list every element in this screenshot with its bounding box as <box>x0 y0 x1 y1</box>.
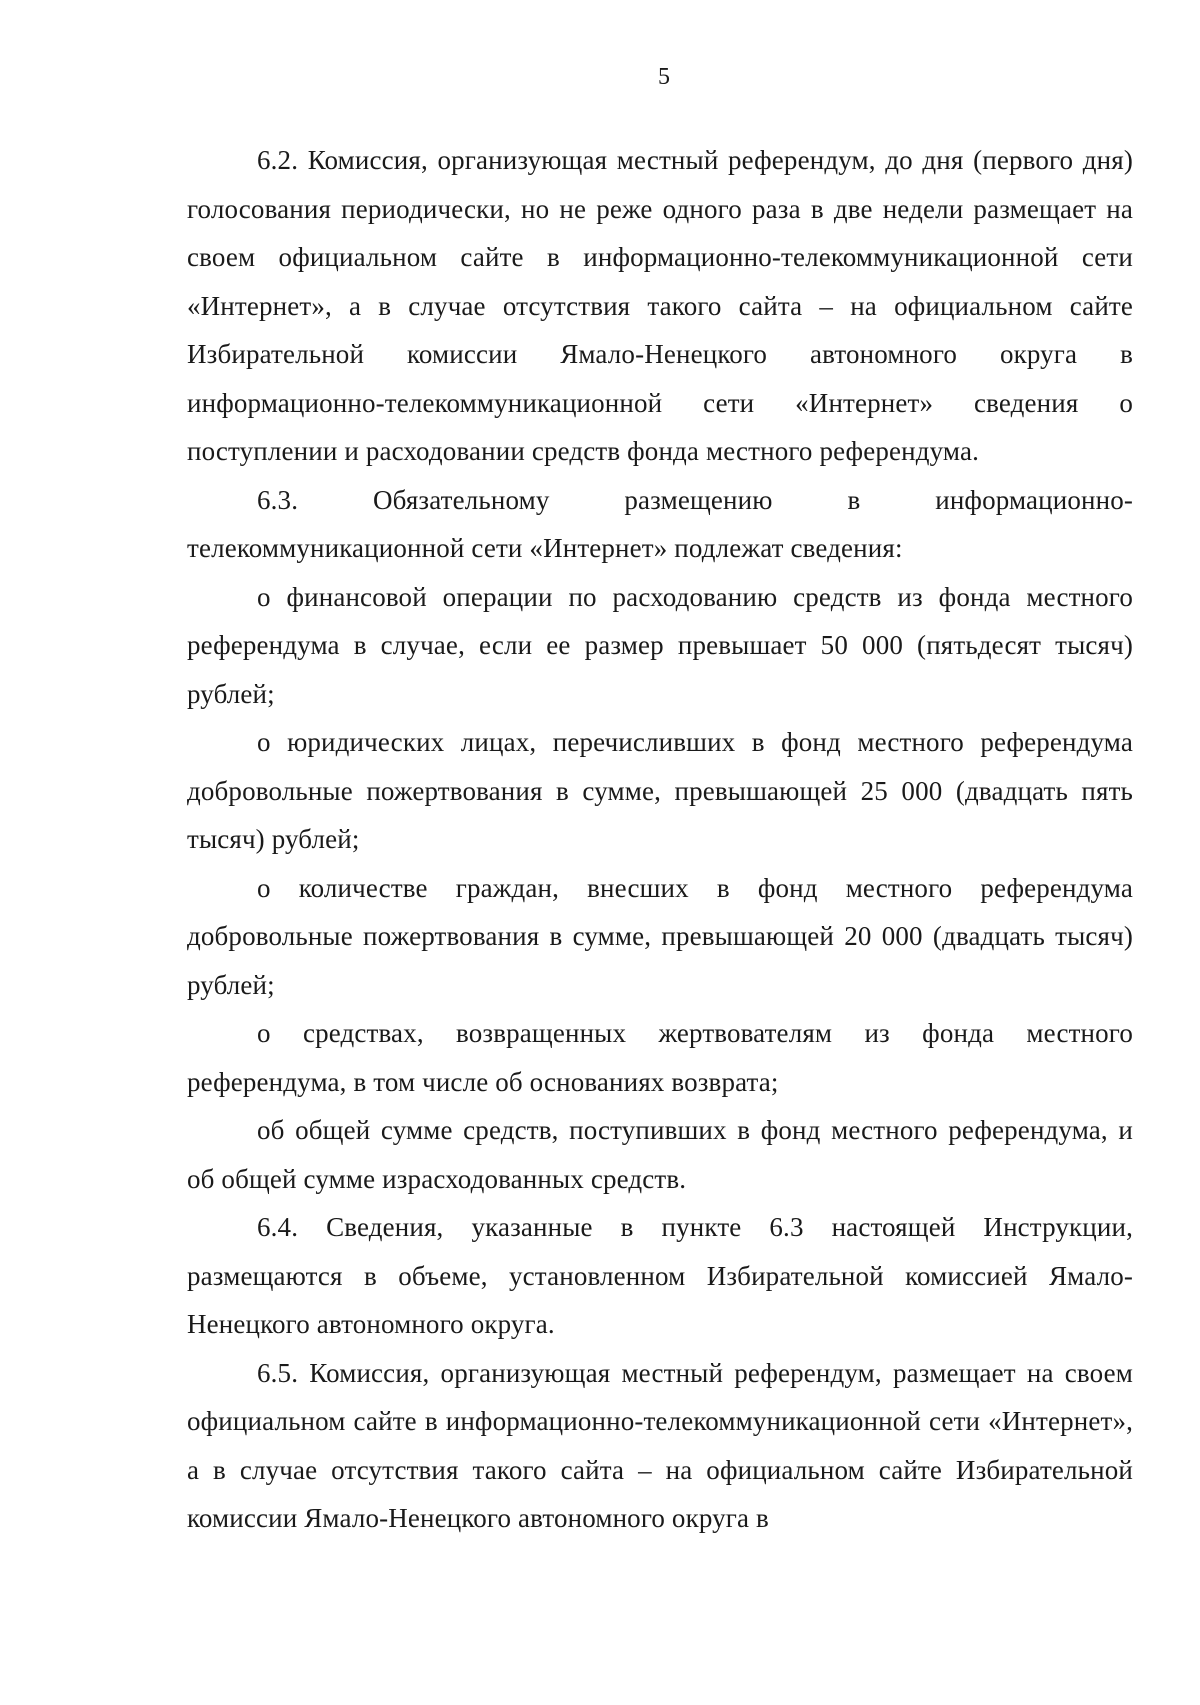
paragraph-6-4: 6.4. Сведения, указанные в пункте 6.3 настоящей Инструкции, размещаются в объеме, установленном Избирательной комиссией Ямало-Ненецкого автономного округа. <box>187 1212 1133 1339</box>
document-body <box>187 136 1133 1543</box>
list-item-financial-operation: о финансовой операции по расходованию средств из фонда местного референдума в случае, если ее размер превышает 50 000 (пятьдесят тысяч) рублей; <box>187 581 1133 709</box>
paragraph-6-3: 6.3. Обязательному размещению в информационно-телекоммуникационной сети «Интернет» подлежат сведения: <box>187 484 1133 563</box>
list-item-legal-entities: о юридических лицах, перечисливших в фонд местного референдума добровольные пожертвования в сумме, превышающей 25 000 (двадцать пять тысяч) рублей; <box>187 727 1133 854</box>
list-item-total-sums: об общей сумме средств, поступивших в фонд местного референдума, и об общей сумме израсходованных средств. <box>187 1115 1133 1194</box>
paragraph-6-2: 6.2. Комиссия, организующая местный референдум, до дня (первого дня) голосования периодически, но не реже одного раза в две недели размещает на своем официальном сайте в информационно-телекоммуникационной сети «Интернет», а в случае отсутствия такого сайта – на официальном сайте Избирательной комиссии Ямало-Ненецкого автономного округа в информационно-телекоммуникационной сети «Интернет» сведения о поступлении и расходовании средств фонда местного референдума. <box>187 145 1133 466</box>
page-number: 5 <box>658 64 670 90</box>
paragraph-6-5: 6.5. Комиссия, организующая местный референдум, размещает на своем официальном сайте в информационно-телекоммуникационной сети «Интернет», а в случае отсутствия такого сайта – на официальном сайте Избирательной комиссии Ямало-Ненецкого автономного округа в <box>187 1357 1133 1533</box>
list-item-returned-funds: о средствах, возвращенных жертвователям из фонда местного референдума, в том числе об основаниях возврата; <box>187 1018 1133 1097</box>
list-item-citizens-count: о количестве граждан, внесших в фонд местного референдума добровольные пожертвования в сумме, превышающей 20 000 (двадцать тысяч) рублей; <box>187 872 1133 1000</box>
